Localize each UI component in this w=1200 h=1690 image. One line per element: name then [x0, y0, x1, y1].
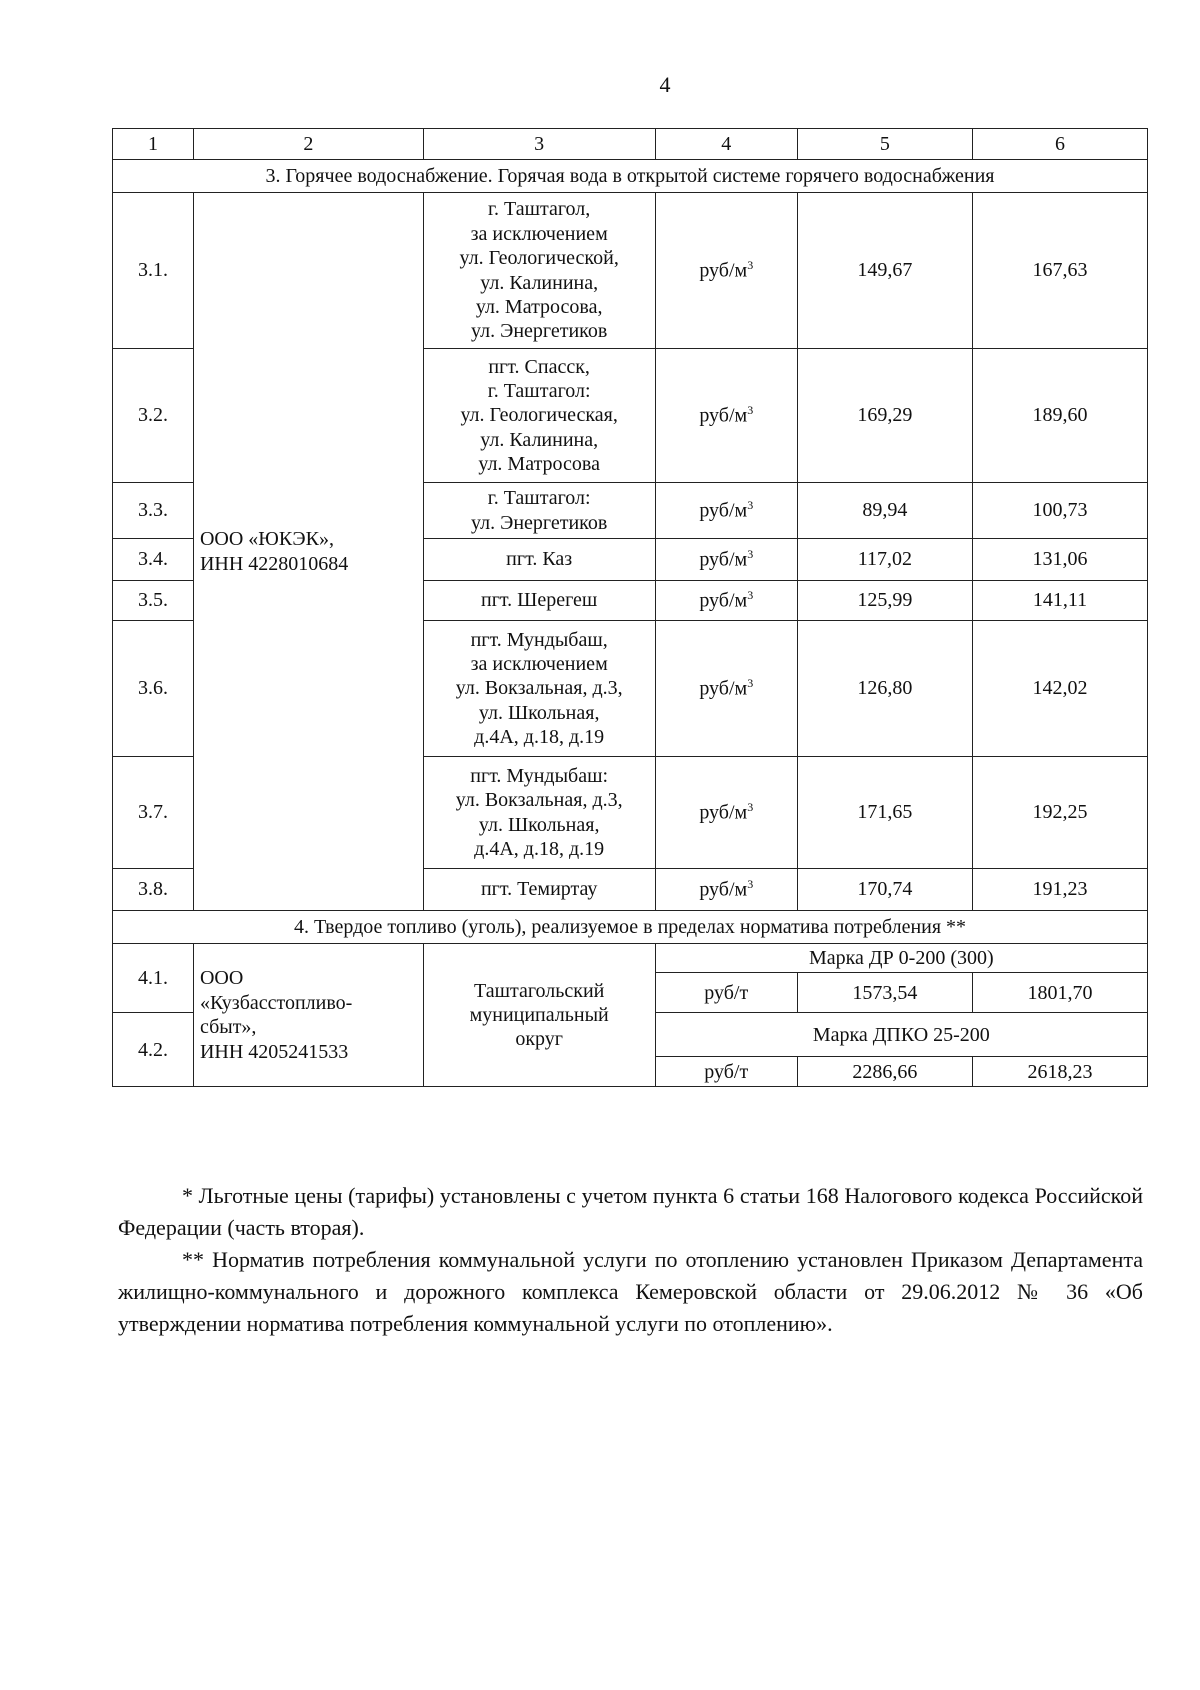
unit-text: руб/м	[699, 548, 748, 571]
header-cell: 3	[423, 129, 655, 160]
address-line: ул. Школьная,	[478, 813, 600, 836]
address-cell	[423, 944, 655, 1087]
address-line: ул. Калинина,	[480, 271, 599, 294]
unit-cell	[655, 539, 797, 581]
supplier-line: ООО «ЮКЭК»,	[199, 528, 334, 551]
address-line: ул. Геологической,	[459, 247, 619, 270]
unit-superscript: 3	[747, 257, 754, 272]
value-col6: 2618,23	[972, 1057, 1147, 1087]
address-line: ул. Матросова,	[475, 295, 603, 318]
unit-text: руб/м	[699, 259, 748, 282]
address-cell	[423, 581, 655, 621]
address-cell	[423, 539, 655, 581]
address-line: пгт. Шерегеш	[481, 589, 598, 612]
unit-cell	[655, 869, 797, 911]
unit-superscript: 3	[747, 799, 754, 814]
tariff-table	[112, 128, 1148, 1087]
footnote-1: * Льготные цены (тарифы) установлены с учетом пункта 6 статьи 168 Налогового кодекса Российской Федерации (часть вторая).	[118, 1183, 1143, 1240]
row-number: 4.2.	[113, 1013, 194, 1087]
address-line: д.4А, д.18, д.19	[474, 837, 605, 860]
unit-cell	[655, 621, 797, 757]
address-line: ул. Калинина,	[480, 428, 599, 451]
address-line: ул. Школьная,	[478, 701, 600, 724]
section-title-row	[113, 160, 1148, 193]
address-line: г. Таштагол:	[487, 487, 591, 510]
value-col5: 125,99	[797, 581, 972, 621]
address-line: округ	[515, 1028, 563, 1051]
value-col6: 141,11	[972, 581, 1147, 621]
value-col5: 89,94	[797, 483, 972, 539]
unit-text: руб/м	[699, 499, 748, 522]
supplier-line: ИНН 4205241533	[199, 1040, 349, 1063]
row-number: 3.6.	[113, 621, 194, 757]
value-col5: 149,67	[797, 193, 972, 349]
unit-superscript: 3	[747, 402, 754, 417]
unit-text: руб/м	[699, 878, 748, 901]
coal-grade-label: Марка ДР 0-200 (300)	[655, 944, 1147, 973]
address-line: за исключением	[470, 222, 608, 245]
value-col6: 1801,70	[972, 973, 1147, 1013]
table-header-row	[113, 129, 1148, 160]
value-col5: 117,02	[797, 539, 972, 581]
unit-superscript: 3	[747, 876, 754, 891]
value-col6: 131,06	[972, 539, 1147, 581]
unit-superscript: 3	[747, 546, 754, 561]
value-col6: 100,73	[972, 483, 1147, 539]
value-col6: 191,23	[972, 869, 1147, 911]
address-cell	[423, 757, 655, 869]
address-cell	[423, 193, 655, 349]
address-line: ул. Энергетиков	[471, 320, 608, 343]
address-line: ул. Энергетиков	[471, 511, 608, 534]
value-col6: 167,63	[972, 193, 1147, 349]
address-line: ул. Вокзальная, д.3,	[455, 677, 623, 700]
header-cell: 5	[797, 129, 972, 160]
unit-text: руб/м	[699, 677, 748, 700]
unit-cell	[655, 483, 797, 539]
page-number: 4	[659, 72, 671, 97]
supplier-line: сбыт»,	[199, 1016, 257, 1039]
row-number: 3.2.	[113, 349, 194, 483]
row-number: 3.1.	[113, 193, 194, 349]
address-line: Таштагольский	[473, 979, 605, 1002]
row-number: 3.3.	[113, 483, 194, 539]
address-cell	[423, 869, 655, 911]
address-line: ул. Матросова	[478, 453, 600, 476]
address-line: пгт. Темиртау	[480, 878, 598, 901]
address-line: муниципальный	[469, 1004, 609, 1026]
section-title-row	[113, 911, 1148, 944]
address-line: ул. Вокзальная, д.3,	[455, 789, 623, 812]
supplier-line: «Кузбасстопливо-	[199, 991, 353, 1014]
unit-superscript: 3	[747, 675, 754, 690]
value-col6: 189,60	[972, 349, 1147, 483]
value-col5: 126,80	[797, 621, 972, 757]
value-col6: 142,02	[972, 621, 1147, 757]
footnotes	[118, 1180, 1143, 1339]
header-cell: 6	[972, 129, 1147, 160]
header-cell: 4	[655, 129, 797, 160]
unit-cell	[655, 349, 797, 483]
address-cell	[423, 621, 655, 757]
address-cell	[423, 349, 655, 483]
header-cell: 1	[113, 129, 194, 160]
address-line: г. Таштагол:	[487, 379, 591, 402]
value-col5: 169,29	[797, 349, 972, 483]
address-line: д.4А, д.18, д.19	[474, 726, 605, 749]
section-title: 4. Твердое топливо (уголь), реализуемое в пределах норматива потребления **	[113, 911, 1148, 944]
address-line: г. Таштагол,	[488, 198, 591, 221]
value-col5: 2286,66	[797, 1057, 972, 1087]
supplier-cell	[193, 193, 423, 911]
row-number: 3.5.	[113, 581, 194, 621]
header-cell: 2	[193, 129, 423, 160]
value-col5: 170,74	[797, 869, 972, 911]
row-number: 3.8.	[113, 869, 194, 911]
section-title: 3. Горячее водоснабжение. Горячая вода в открытой системе горячего водоснабжения	[113, 160, 1148, 193]
unit-text: руб/м	[699, 404, 748, 427]
supplier-line: ООО	[199, 967, 244, 990]
value-col5: 1573,54	[797, 973, 972, 1013]
table-row	[113, 193, 1148, 349]
address-line: ул. Геологическая,	[460, 404, 618, 427]
address-line: пгт. Мундыбаш,	[470, 628, 608, 651]
unit-superscript: 3	[747, 587, 754, 602]
row-number: 3.7.	[113, 757, 194, 869]
supplier-cell	[193, 944, 423, 1087]
unit-text: руб/м	[699, 801, 748, 824]
unit-cell	[655, 581, 797, 621]
value-col5: 171,65	[797, 757, 972, 869]
address-line: пгт. Каз	[506, 548, 573, 571]
unit-superscript: 3	[747, 497, 754, 512]
row-number: 3.4.	[113, 539, 194, 581]
row-number: 4.1.	[113, 944, 194, 1013]
address-cell	[423, 483, 655, 539]
address-line: пгт. Спасск,	[488, 355, 590, 378]
unit-text: руб/м	[699, 589, 748, 612]
footnote-2: ** Норматив потребления коммунальной услуги по отоплению установлен Приказом Департамента жилищно-коммунального и дорожного комплекса Кемеровской области от 29.06.2012 № 36 «Об утверждении норматива потребления коммунальной услуги по отоплению».	[118, 1246, 1143, 1336]
supplier-line: ИНН 4228010684	[199, 552, 349, 575]
address-line: пгт. Мундыбаш:	[470, 764, 609, 787]
coal-grade-label: Марка ДПКО 25-200	[655, 1013, 1147, 1057]
unit-cell	[655, 193, 797, 349]
unit-cell: руб/т	[655, 973, 797, 1013]
value-col6: 192,25	[972, 757, 1147, 869]
grade-row	[113, 944, 1148, 973]
address-line: за исключением	[470, 652, 608, 675]
unit-cell: руб/т	[655, 1057, 797, 1087]
unit-cell	[655, 757, 797, 869]
